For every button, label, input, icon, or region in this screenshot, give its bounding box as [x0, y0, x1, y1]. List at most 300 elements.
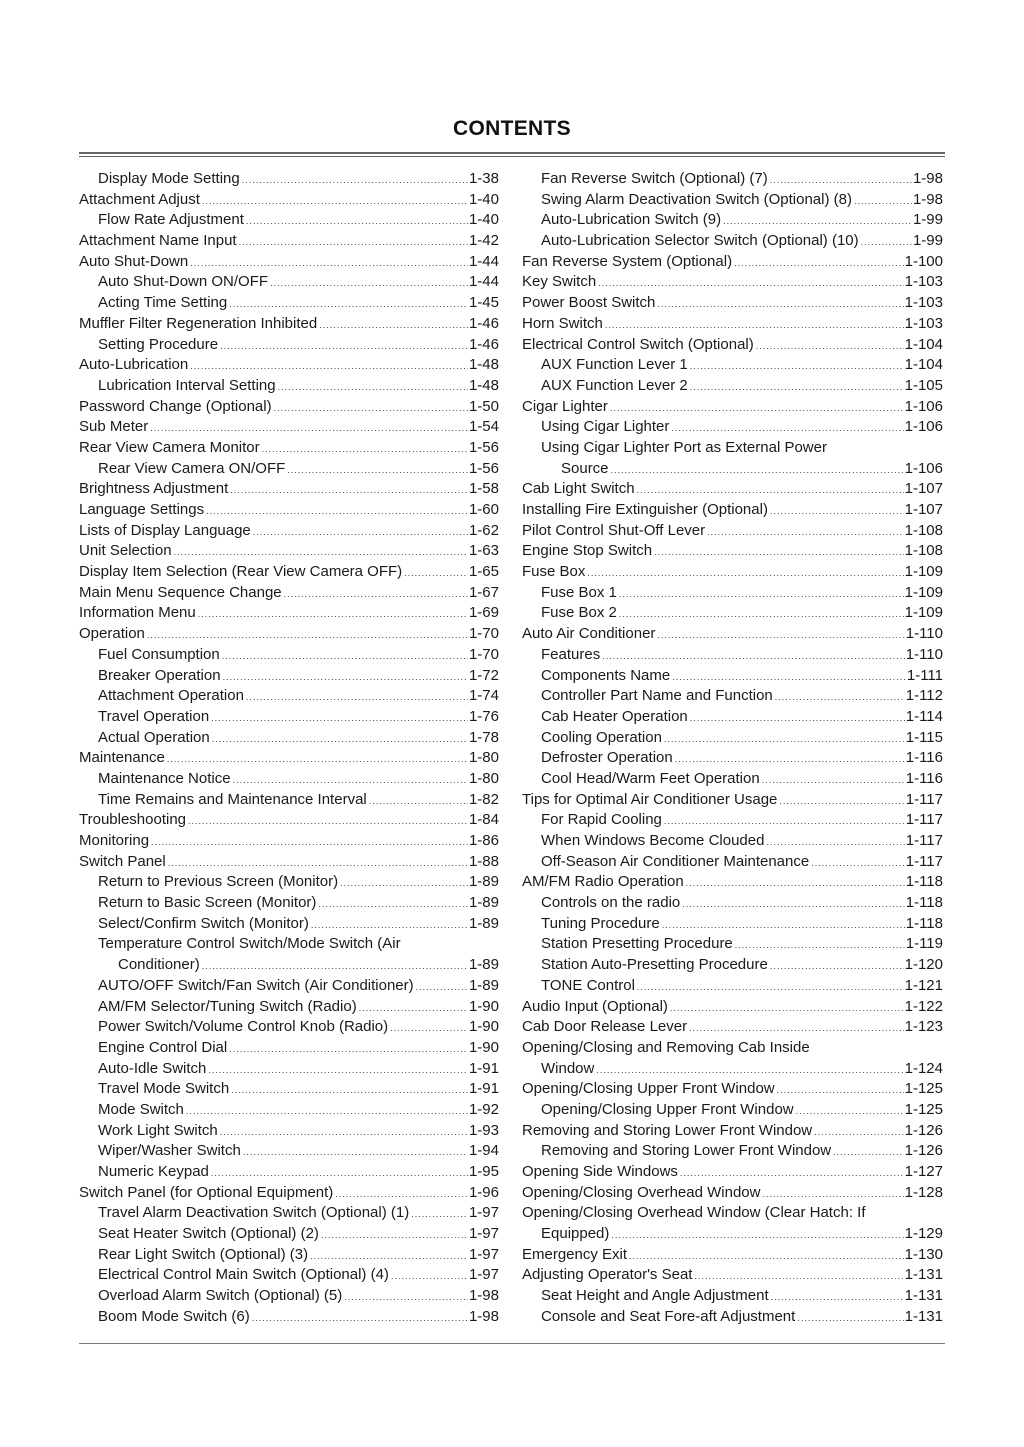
toc-entry-page: 1-106 — [904, 418, 943, 436]
toc-leader-dots — [694, 1266, 903, 1287]
toc-entry[interactable] — [522, 1121, 943, 1142]
toc-entry[interactable] — [79, 1162, 499, 1183]
toc-entry[interactable] — [79, 997, 499, 1018]
toc-entry-page: 1-116 — [905, 769, 943, 787]
toc-entry[interactable] — [522, 645, 943, 666]
toc-entry-title: Maintenance Notice — [98, 769, 231, 787]
toc-entry[interactable] — [79, 1307, 499, 1328]
toc-leader-dots — [664, 729, 905, 750]
toc-leader-dots — [770, 956, 904, 977]
toc-entry[interactable] — [79, 169, 499, 190]
toc-entry-title: Auto Shut-Down ON/OFF — [98, 273, 269, 291]
toc-entry-page: 1-126 — [904, 1142, 943, 1160]
toc-leader-dots — [682, 894, 904, 915]
toc-entry-page: 1-98 — [912, 190, 943, 208]
toc-entry-title: Electrical Control Main Switch (Optional) (4) — [98, 1266, 389, 1284]
toc-entry-title: Opening/Closing Overhead Window — [522, 1183, 761, 1201]
toc-entry[interactable] — [522, 955, 943, 976]
toc-entry[interactable] — [79, 1224, 499, 1245]
toc-entry[interactable] — [79, 1286, 499, 1307]
toc-entry-page: 1-89 — [468, 894, 499, 912]
toc-entry[interactable] — [79, 397, 499, 418]
toc-entry-page: 1-45 — [468, 294, 499, 312]
toc-entry-page: 1-118 — [905, 894, 943, 912]
toc-leader-dots — [680, 1163, 904, 1184]
toc-leader-dots — [777, 1080, 904, 1101]
toc-entry[interactable] — [79, 1245, 499, 1266]
toc-entry[interactable] — [522, 1183, 943, 1204]
toc-entry-title: Swing Alarm Deactivation Switch (Optional) (8) — [541, 190, 852, 208]
toc-entry-page: 1-108 — [904, 521, 943, 539]
toc-entry[interactable] — [79, 231, 499, 252]
toc-entry-title: Components Name — [541, 666, 671, 684]
toc-leader-dots — [602, 646, 905, 667]
toc-entry-page: 1-110 — [905, 625, 943, 643]
toc-entry-page: 1-129 — [904, 1225, 943, 1243]
toc-leader-dots — [278, 377, 468, 398]
toc-leader-dots — [319, 315, 468, 336]
title-rule-thin — [79, 156, 945, 157]
toc-entry[interactable] — [79, 210, 499, 231]
toc-entry-page: 1-118 — [905, 873, 943, 891]
toc-leader-dots — [287, 460, 468, 481]
toc-entry[interactable] — [79, 417, 499, 438]
toc-entry[interactable] — [522, 210, 943, 231]
toc-entry-page: 1-46 — [468, 335, 499, 353]
toc-entry-title: Rear View Camera ON/OFF — [98, 459, 286, 477]
toc-entry[interactable] — [522, 459, 943, 480]
toc-entry-page: 1-96 — [468, 1183, 499, 1201]
toc-entry[interactable] — [79, 252, 499, 273]
toc-entry-page: 1-99 — [912, 232, 943, 250]
toc-entry-page: 1-67 — [468, 583, 499, 601]
toc-entry[interactable] — [522, 1162, 943, 1183]
toc-entry-page: 1-118 — [905, 914, 943, 932]
toc-leader-dots — [686, 873, 905, 894]
toc-leader-dots — [220, 1122, 468, 1143]
toc-leader-dots — [619, 604, 904, 625]
toc-entry[interactable] — [522, 583, 943, 604]
toc-entry-title: Controls on the radio — [541, 894, 681, 912]
toc-entry-title: Defroster Operation — [541, 749, 673, 767]
toc-entry-title: Cab Light Switch — [522, 480, 635, 498]
toc-entry[interactable] — [522, 1038, 943, 1059]
toc-entry[interactable] — [522, 997, 943, 1018]
toc-entry-title: Window — [541, 1059, 595, 1077]
toc-entry-title: Lubrication Interval Setting — [98, 376, 276, 394]
toc-entry-title: Return to Basic Screen (Monitor) — [98, 894, 317, 912]
toc-entry[interactable] — [79, 1141, 499, 1162]
toc-entry-title: Audio Input (Optional) — [522, 997, 668, 1015]
toc-leader-dots — [690, 708, 905, 729]
toc-leader-dots — [229, 294, 468, 315]
toc-entry-page: 1-95 — [468, 1163, 499, 1180]
toc-leader-dots — [311, 915, 468, 936]
toc-leader-dots — [416, 977, 468, 998]
toc-entry[interactable] — [79, 293, 499, 314]
toc-entry-title: AM/FM Selector/Tuning Switch (Radio) — [98, 997, 357, 1015]
toc-entry[interactable] — [522, 603, 943, 624]
toc-entry[interactable] — [79, 624, 499, 645]
toc-entry-title: Return to Previous Screen (Monitor) — [98, 873, 339, 891]
toc-entry-page: 1-109 — [904, 604, 943, 622]
toc-entry[interactable] — [522, 686, 943, 707]
toc-entry-title: AUX Function Lever 2 — [541, 376, 688, 394]
toc-entry-title: Temperature Control Switch/Mode Switch (Air — [98, 935, 401, 953]
toc-entry-title: Using Cigar Lighter — [541, 418, 670, 436]
toc-entry-title: Using Cigar Lighter Port as External Power — [541, 438, 827, 456]
toc-entry-title: Electrical Control Switch (Optional) — [522, 335, 754, 353]
toc-entry-page: 1-97 — [468, 1245, 499, 1263]
toc-entry[interactable] — [79, 1121, 499, 1142]
toc-entry[interactable] — [522, 790, 943, 811]
toc-entry-page: 1-112 — [905, 687, 943, 705]
toc-entry[interactable] — [79, 335, 499, 356]
toc-entry-title: Auto-Lubrication Selector Switch (Optional) (10) — [541, 232, 859, 250]
toc-entry[interactable] — [522, 397, 943, 418]
toc-entry-page: 1-121 — [904, 976, 943, 994]
toc-entry-page: 1-97 — [468, 1266, 499, 1284]
toc-entry[interactable] — [79, 541, 499, 562]
toc-entry[interactable] — [79, 1017, 499, 1038]
toc-entry[interactable] — [522, 541, 943, 562]
toc-entry-page: 1-54 — [468, 418, 499, 436]
toc-entry[interactable] — [79, 438, 499, 459]
toc-entry-page: 1-92 — [468, 1100, 499, 1118]
toc-entry-title: Muffler Filter Regeneration Inhibited — [79, 314, 318, 332]
toc-entry[interactable] — [79, 1265, 499, 1286]
toc-entry-title: Password Change (Optional) — [79, 397, 272, 415]
toc-entry[interactable] — [522, 376, 943, 397]
toc-leader-dots — [340, 873, 468, 894]
toc-entry[interactable] — [79, 500, 499, 521]
toc-entry-title: Tips for Optimal Air Conditioner Usage — [522, 790, 778, 808]
toc-entry-title: Power Switch/Volume Control Knob (Radio) — [98, 1018, 389, 1036]
toc-leader-dots — [230, 480, 468, 501]
toc-entry[interactable] — [79, 728, 499, 749]
toc-entry-title: Flow Rate Adjustment — [98, 211, 244, 229]
toc-entry[interactable] — [79, 1183, 499, 1204]
toc-entry[interactable] — [79, 893, 499, 914]
toc-entry-page: 1-50 — [468, 397, 499, 415]
toc-entry-page: 1-70 — [468, 625, 499, 643]
toc-entry-page: 1-97 — [468, 1225, 499, 1243]
toc-entry[interactable] — [522, 521, 943, 542]
toc-entry-page: 1-89 — [468, 976, 499, 994]
toc-leader-dots — [188, 811, 468, 832]
toc-entry-page: 1-109 — [904, 563, 943, 581]
toc-entry[interactable] — [79, 521, 499, 542]
toc-entry[interactable] — [522, 1245, 943, 1266]
toc-leader-dots — [762, 1184, 903, 1205]
toc-entry[interactable] — [522, 1265, 943, 1286]
toc-entry[interactable] — [79, 1059, 499, 1080]
toc-entry[interactable] — [79, 459, 499, 480]
toc-leader-dots — [198, 604, 468, 625]
toc-entry-page: 1-117 — [905, 852, 943, 870]
toc-entry[interactable] — [522, 335, 943, 356]
toc-entry-title: Attachment Operation — [98, 687, 244, 705]
toc-entry-page: 1-93 — [468, 1121, 499, 1139]
toc-entry[interactable] — [522, 479, 943, 500]
toc-entry-title: Auto-Idle Switch — [98, 1059, 207, 1077]
toc-leader-dots — [321, 1225, 468, 1246]
toc-leader-dots — [796, 1101, 904, 1122]
toc-entry[interactable] — [79, 603, 499, 624]
toc-left-column — [79, 169, 499, 1328]
toc-entry[interactable] — [522, 893, 943, 914]
toc-entry-title: Actual Operation — [98, 728, 210, 746]
toc-entry-title: Horn Switch — [522, 314, 603, 332]
toc-entry-title: Opening/Closing and Removing Cab Inside — [522, 1038, 810, 1056]
toc-leader-dots — [657, 625, 904, 646]
toc-entry[interactable] — [522, 438, 943, 459]
toc-entry-title: Opening Side Windows — [522, 1163, 678, 1180]
toc-entry[interactable] — [522, 417, 943, 438]
toc-leader-dots — [220, 336, 468, 357]
toc-entry-page: 1-40 — [468, 190, 499, 208]
toc-entry[interactable] — [79, 769, 499, 790]
toc-entry-page: 1-127 — [904, 1163, 943, 1180]
toc-entry[interactable] — [522, 272, 943, 293]
toc-entry[interactable] — [79, 1038, 499, 1059]
toc-entry[interactable] — [522, 852, 943, 873]
toc-leader-dots — [190, 253, 468, 274]
toc-entry[interactable] — [79, 583, 499, 604]
toc-leader-dots — [690, 356, 904, 377]
toc-entry[interactable] — [522, 914, 943, 935]
toc-entry-page: 1-44 — [468, 273, 499, 291]
toc-entry-title: Station Presetting Procedure — [541, 935, 733, 953]
toc-leader-dots — [359, 998, 468, 1019]
toc-leader-dots — [211, 1163, 468, 1184]
toc-entry[interactable] — [79, 314, 499, 335]
toc-leader-dots — [654, 542, 904, 563]
toc-entry[interactable] — [79, 872, 499, 893]
toc-entry-title: Off-Season Air Conditioner Maintenance — [541, 852, 810, 870]
toc-entry-title: Setting Procedure — [98, 335, 219, 353]
toc-leader-dots — [671, 418, 903, 439]
toc-entry[interactable] — [79, 790, 499, 811]
toc-entry-page: 1-103 — [904, 314, 943, 332]
toc-entry-page: 1-98 — [912, 170, 943, 187]
toc-entry-title: Fuse Box 1 — [541, 583, 617, 601]
toc-entry[interactable] — [79, 562, 499, 583]
toc-entry-page: 1-122 — [904, 997, 943, 1015]
toc-entry-title: Fan Reverse Switch (Optional) (7) — [541, 170, 768, 187]
toc-entry[interactable] — [522, 231, 943, 252]
toc-entry[interactable] — [79, 707, 499, 728]
toc-leader-dots — [233, 770, 468, 791]
toc-entry-page: 1-80 — [468, 749, 499, 767]
toc-leader-dots — [174, 542, 468, 563]
toc-entry[interactable] — [79, 955, 499, 976]
toc-entry-title: Equipped) — [541, 1225, 610, 1243]
toc-entry-title: Attachment Name Input — [79, 232, 237, 250]
toc-entry[interactable] — [79, 190, 499, 211]
toc-leader-dots — [672, 667, 906, 688]
toc-entry[interactable] — [522, 769, 943, 790]
toc-entry-title: Source — [561, 459, 609, 477]
toc-leader-dots — [270, 273, 468, 294]
toc-entry[interactable] — [522, 728, 943, 749]
toc-entry[interactable] — [79, 1100, 499, 1121]
toc-entry-page: 1-103 — [904, 294, 943, 312]
toc-entry-title: Console and Seat Fore-aft Adjustment — [541, 1307, 796, 1325]
toc-entry[interactable] — [522, 1203, 943, 1224]
toc-entry-page: 1-38 — [468, 170, 499, 187]
toc-entry-page: 1-72 — [468, 666, 499, 684]
toc-entry-page: 1-98 — [468, 1307, 499, 1325]
toc-entry[interactable] — [79, 355, 499, 376]
toc-entry-title: Tuning Procedure — [541, 914, 660, 932]
toc-leader-dots — [186, 1101, 468, 1122]
toc-entry[interactable] — [79, 1203, 499, 1224]
toc-entry-title: Monitoring — [79, 832, 150, 849]
toc-entry[interactable] — [79, 645, 499, 666]
toc-entry[interactable] — [522, 707, 943, 728]
toc-entry[interactable] — [522, 748, 943, 769]
toc-entry[interactable] — [522, 1079, 943, 1100]
toc-entry-page: 1-98 — [468, 1287, 499, 1305]
toc-entry-page: 1-84 — [468, 811, 499, 829]
toc-entry[interactable] — [79, 934, 499, 955]
toc-leader-dots — [610, 398, 904, 419]
toc-leader-dots — [274, 398, 468, 419]
toc-entry-page: 1-117 — [905, 811, 943, 829]
toc-entry-page: 1-56 — [468, 459, 499, 477]
toc-entry-page: 1-114 — [905, 707, 943, 725]
toc-entry[interactable] — [522, 934, 943, 955]
toc-entry[interactable] — [522, 252, 943, 273]
toc-entry-page: 1-110 — [905, 645, 943, 663]
toc-entry[interactable] — [522, 831, 943, 852]
toc-entry-title: Unit Selection — [79, 542, 172, 560]
toc-entry[interactable] — [79, 831, 499, 852]
toc-leader-dots — [202, 956, 468, 977]
toc-entry-title: Time Remains and Maintenance Interval — [98, 790, 367, 808]
toc-entry-page: 1-106 — [904, 459, 943, 477]
toc-entry[interactable] — [522, 293, 943, 314]
toc-entry-title: Information Menu — [79, 604, 196, 622]
toc-entry-title: Fuse Box 2 — [541, 604, 617, 622]
toc-entry-title: Boom Mode Switch (6) — [98, 1307, 250, 1325]
toc-entry[interactable] — [522, 1017, 943, 1038]
toc-entry[interactable] — [522, 314, 943, 335]
toc-leader-dots — [637, 480, 904, 501]
toc-entry[interactable] — [79, 914, 499, 935]
toc-entry-title: Engine Stop Switch — [522, 542, 653, 560]
toc-entry[interactable] — [522, 562, 943, 583]
toc-entry-title: Emergency Exit — [522, 1245, 628, 1263]
toc-entry-title: AUX Function Lever 1 — [541, 356, 688, 374]
toc-entry[interactable] — [79, 272, 499, 293]
toc-leader-dots — [404, 563, 468, 584]
toc-entry-page: 1-97 — [468, 1204, 499, 1222]
toc-entry[interactable] — [79, 810, 499, 831]
toc-entry[interactable] — [522, 872, 943, 893]
toc-entry[interactable] — [522, 500, 943, 521]
toc-entry[interactable] — [522, 666, 943, 687]
toc-leader-dots — [662, 915, 905, 936]
toc-leader-dots — [756, 336, 904, 357]
title-rule-thick — [79, 152, 945, 154]
toc-entry[interactable] — [522, 1224, 943, 1245]
toc-entry-title: Cab Heater Operation — [541, 707, 688, 725]
toc-entry-page: 1-125 — [904, 1080, 943, 1098]
toc-entry-title: Rear Light Switch (Optional) (3) — [98, 1245, 309, 1263]
toc-entry[interactable] — [79, 748, 499, 769]
toc-entry[interactable] — [522, 1059, 943, 1080]
toc-entry[interactable] — [522, 810, 943, 831]
toc-leader-dots — [690, 377, 904, 398]
toc-entry-page: 1-62 — [468, 521, 499, 539]
toc-entry-title: Overload Alarm Switch (Optional) (5) — [98, 1287, 343, 1305]
toc-entry-title: Conditioner) — [118, 956, 200, 974]
toc-entry-page: 1-89 — [468, 914, 499, 932]
toc-entry-title: Travel Mode Switch — [98, 1080, 230, 1098]
toc-entry-page: 1-125 — [904, 1100, 943, 1118]
toc-entry[interactable] — [522, 1141, 943, 1162]
toc-entry-title: Sub Meter — [79, 418, 149, 436]
toc-entry-page: 1-80 — [468, 769, 499, 787]
toc-entry-page: 1-107 — [904, 501, 943, 518]
toc-entry-page: 1-104 — [904, 356, 943, 374]
toc-entry[interactable] — [522, 624, 943, 645]
toc-entry-page: 1-63 — [468, 542, 499, 560]
toc-leader-dots — [811, 853, 905, 874]
toc-entry[interactable] — [522, 976, 943, 997]
toc-entry-page: 1-89 — [468, 956, 499, 974]
toc-leader-dots — [605, 315, 904, 336]
toc-entry-page: 1-128 — [904, 1183, 943, 1201]
toc-leader-dots — [775, 687, 905, 708]
toc-entry-title: Auto Shut-Down — [79, 252, 189, 270]
toc-entry[interactable] — [79, 479, 499, 500]
toc-leader-dots — [833, 1142, 903, 1163]
toc-entry[interactable] — [79, 666, 499, 687]
toc-entry-page: 1-124 — [904, 1059, 943, 1077]
toc-leader-dots — [779, 791, 904, 812]
toc-entry-title: Maintenance — [79, 749, 165, 767]
toc-leader-dots — [168, 853, 468, 874]
toc-entry[interactable] — [79, 686, 499, 707]
toc-entry[interactable] — [522, 1100, 943, 1121]
toc-entry-title: Auto-Lubrication — [79, 356, 189, 374]
toc-entry[interactable] — [522, 1307, 943, 1328]
toc-entry[interactable] — [522, 190, 943, 211]
toc-leader-dots — [229, 1039, 468, 1060]
toc-entry-title: Removing and Storing Lower Front Window — [541, 1142, 832, 1160]
footer-rule — [79, 1343, 945, 1344]
toc-leader-dots — [223, 667, 468, 688]
toc-leader-dots — [598, 273, 903, 294]
toc-entry[interactable] — [522, 1286, 943, 1307]
toc-entry[interactable] — [79, 852, 499, 873]
toc-entry[interactable] — [79, 376, 499, 397]
toc-entry-title: Key Switch — [522, 273, 597, 291]
toc-entry-page: 1-109 — [904, 583, 943, 601]
toc-entry-page: 1-48 — [468, 356, 499, 374]
toc-entry-page: 1-74 — [468, 687, 499, 705]
toc-entry-page: 1-115 — [905, 728, 943, 746]
toc-entry[interactable] — [79, 976, 499, 997]
toc-entry-title: Cigar Lighter — [522, 397, 608, 415]
toc-entry[interactable] — [522, 169, 943, 190]
toc-leader-dots — [629, 1246, 904, 1267]
toc-entry[interactable] — [79, 1079, 499, 1100]
toc-entry[interactable] — [522, 355, 943, 376]
